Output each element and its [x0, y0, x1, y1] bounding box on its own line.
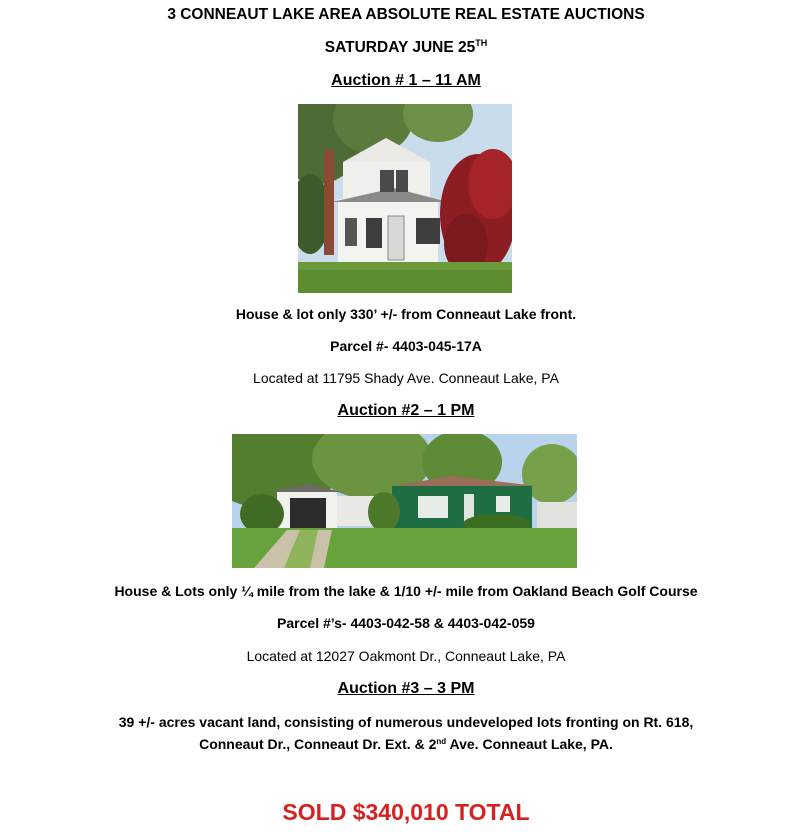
auction-3-description-line-2 — [0, 736, 812, 752]
auction-date — [0, 38, 812, 57]
page-title: 3 CONNEAUT LAKE AREA ABSOLUTE REAL ESTATE AUCTIONS — [167, 6, 645, 23]
auction-1-location: Located at 11795 Shady Ave. Conneaut Lake, PA — [253, 370, 559, 386]
auction-2-location: Located at 12027 Oakmont Dr., Conneaut Lake, PA — [246, 648, 566, 664]
auction-1-description: House & lot only 330’ +/- from Conneaut Lake front. — [235, 306, 577, 322]
auction-2-description: House & Lots only ¼ mile from the lake & 1/10 +/- mile from Oakland Beach Golf Course — [114, 583, 698, 599]
auction-3-description-line-1: 39 +/- acres vacant land, consisting of numerous undeveloped lots fronting on Rt. 618, — [118, 714, 694, 730]
auction-3-description-line-2-start: Conneaut Dr., Conneaut Dr. Ext. & 2 — [199, 736, 437, 752]
auction-3-heading: Auction #3 – 3 PM — [337, 680, 475, 697]
auction-2-parcel: Parcel #’s- 4403-042-58 & 4403-042-059 — [277, 615, 535, 631]
auction-2-heading: Auction #2 – 1 PM — [337, 402, 475, 419]
auction-2-house-photo — [232, 434, 577, 568]
auction-1-house-photo — [298, 104, 512, 293]
sold-total: SOLD $340,010 TOTAL — [282, 799, 530, 825]
auction-date-text: SATURDAY JUNE 25 — [324, 39, 476, 56]
auction-1-heading: Auction # 1 – 11 AM — [331, 72, 481, 89]
auction-1-parcel: Parcel #- 4403-045-17A — [330, 338, 482, 354]
auction-3-description-line-2-end: Ave. Conneaut Lake, PA. — [446, 736, 613, 752]
auction-3-ordinal-suffix: nd — [436, 737, 447, 746]
auction-date-suffix: TH — [475, 38, 488, 48]
